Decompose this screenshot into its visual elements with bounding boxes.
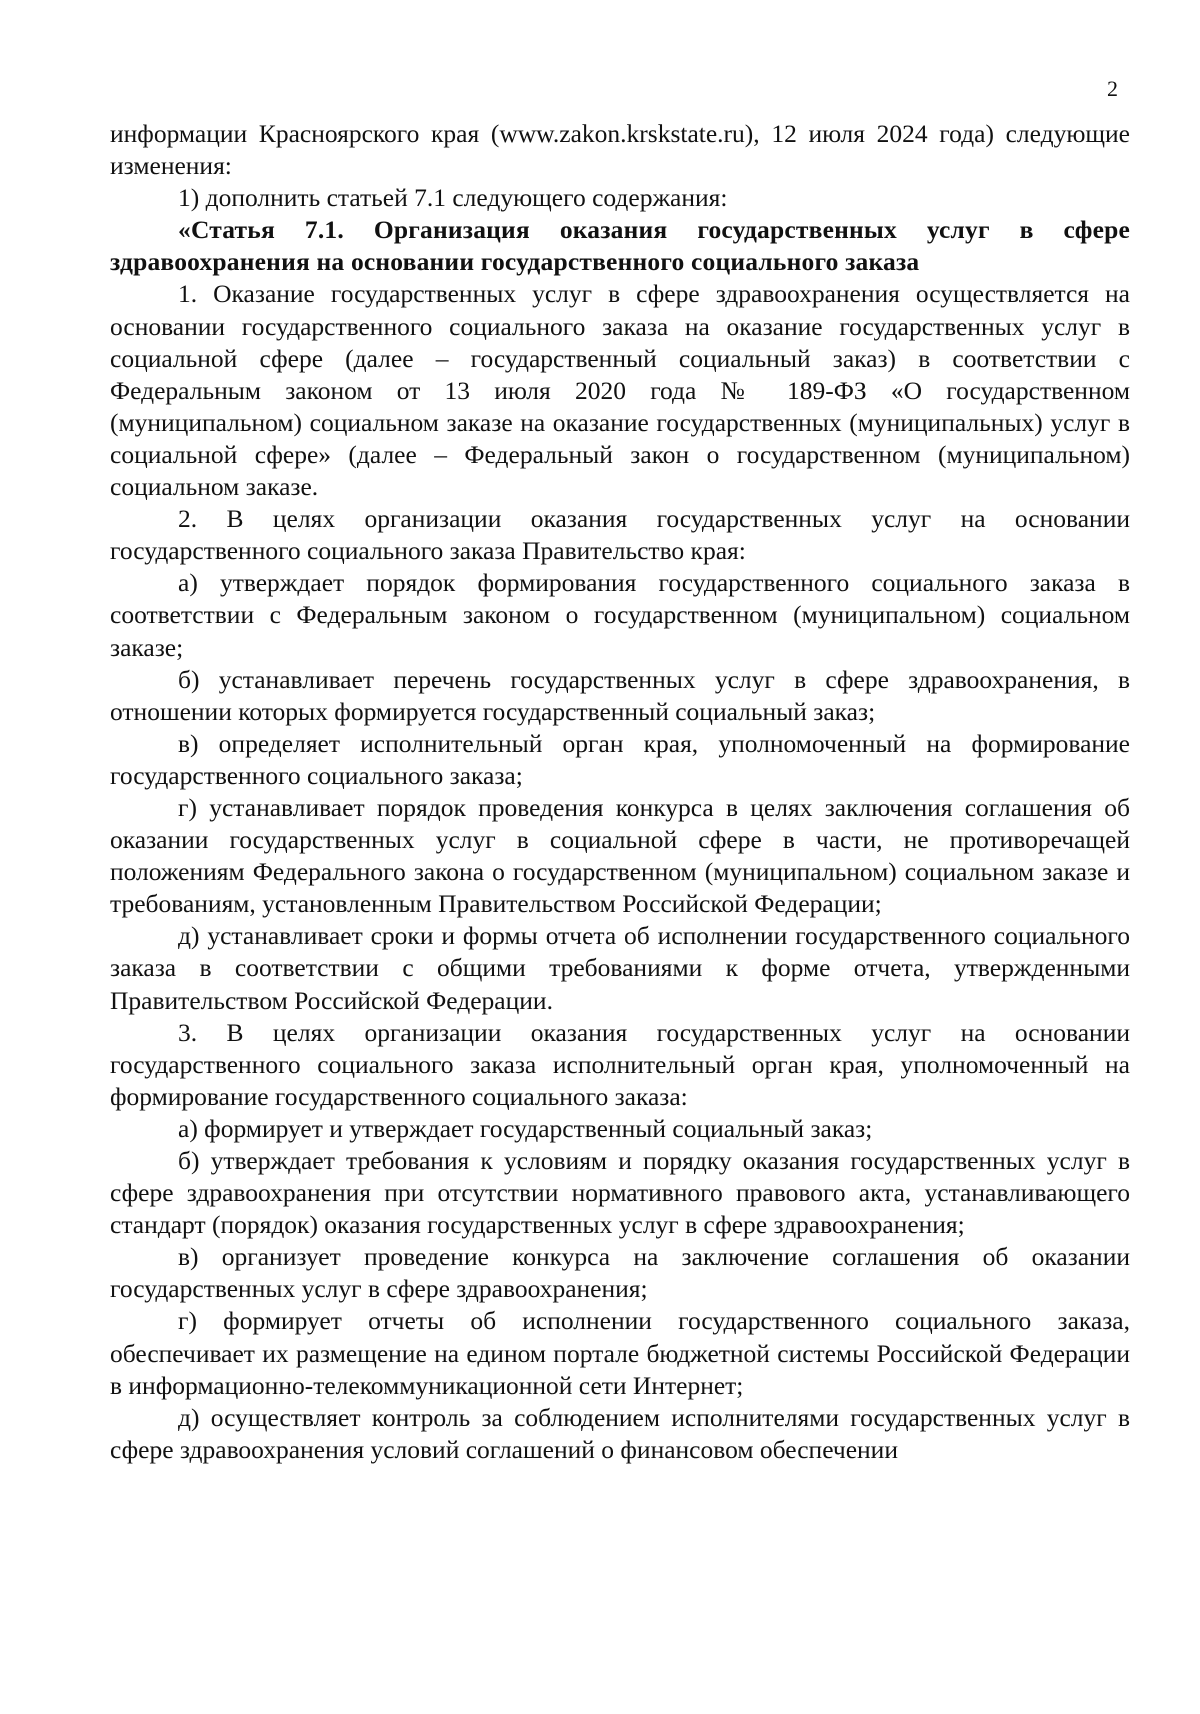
paragraph-clause-3-d: г) формирует отчеты об исполнении государственного социального заказа, обеспечивает их размещение на едином портале бюджетной системы Российской Федерации в информационно-телекоммуникационной сети Интернет; [110,1306,1130,1400]
paragraph-clause-2-e: д) устанавливает сроки и формы отчета об исполнении государственного социального заказа в соответствии с общими требованиями к форме отчета, утвержденными Правительством Российской Федерации. [110,921,1130,1015]
page-number: 2 [1107,76,1118,101]
paragraph-amendment-item: 1) дополнить статьей 7.1 следующего содержания: [178,183,728,213]
paragraph-clause-2: 2. В целях организации оказания государственных услуг на основании государственного социального заказа Правительство края: [110,504,1130,566]
paragraph-clause-3-b: б) утверждает требования к условиям и порядку оказания государственных услуг в сфере здравоохранения при отсутствии нормативного правового акта, устанавливающего стандарт (порядок) оказания государственных услуг в сфере здравоохранения; [110,1146,1130,1240]
article-heading: «Статья 7.1. Организация оказания государственных услуг в сфере здравоохранения на основании государственного социального заказа [110,215,1130,277]
document-body [110,118,1130,1466]
paragraph-clause-2-c: в) определяет исполнительный орган края, уполномоченный на формирование государственного социального заказа; [110,728,1130,790]
paragraph-clause-3-e: д) осуществляет контроль за соблюдением исполнителями государственных услуг в сфере здравоохранения условий соглашений о финансовом обеспечении [110,1402,1130,1464]
paragraph-clause-2-a: а) утверждает порядок формирования государственного социального заказа в соответствии с Федеральным законом о государственном (муниципальном) социальном заказе; [110,568,1130,662]
paragraph-continuation: информации Красноярского края (www.zakon.krskstate.ru), 12 июля 2024 года) следующие изменения: [110,119,1130,181]
paragraph-clause-3-a: а) формирует и утверждает государственный социальный заказ; [178,1113,873,1143]
paragraph-clause-3: 3. В целях организации оказания государственных услуг на основании государственного социального заказа исполнительный орган края, уполномоченный на формирование государственного социального заказа: [110,1017,1130,1111]
paragraph-clause-1: 1. Оказание государственных услуг в сфере здравоохранения осуществляется на основании государственного социального заказа на оказание государственных услуг в социальной сфере (далее – государственный социальный заказ) в соответствии с Федеральным законом от 13 июля 2020 года № 189-ФЗ «О государственном (муниципальном) социальном заказе на оказание государственных (муниципальных) услуг в социальной сфере» (далее – Федеральный закон о государственном (муниципальном) социальном заказе. [110,279,1130,502]
paragraph-clause-2-b: б) устанавливает перечень государственных услуг в сфере здравоохранения, в отношении которых формируется государственный социальный заказ; [110,664,1130,726]
paragraph-clause-3-c: в) организует проведение конкурса на заключение соглашения об оказании государственных услуг в сфере здравоохранения; [110,1242,1130,1304]
paragraph-clause-2-d: г) устанавливает порядок проведения конкурса в целях заключения соглашения об оказании государственных услуг в социальной сфере в части, не противоречащей положениям Федерального закона о государственном (муниципальном) социальном заказе и требованиям, установленным Правительством Российской Федерации; [110,792,1130,919]
